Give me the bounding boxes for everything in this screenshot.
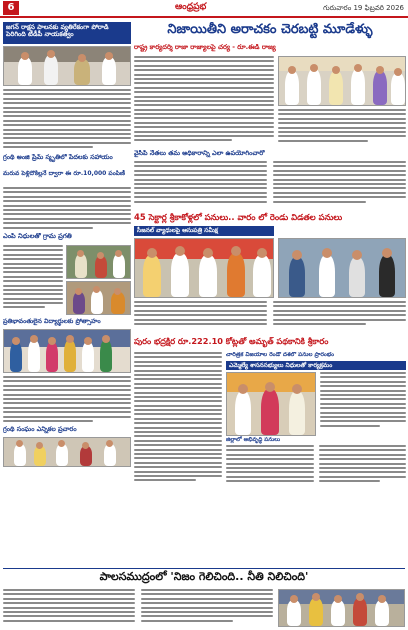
left-column (3, 22, 131, 572)
story3-body-2 (320, 372, 406, 436)
story3-photo (226, 372, 316, 436)
left-story3-body (3, 245, 63, 315)
left-story1-photo (3, 46, 131, 86)
left-story5-title: గ్రంథి సంఘం ఎన్నికల ప్రచారం (3, 426, 77, 433)
left-story1-body (3, 89, 131, 151)
left-story3-photo-2 (66, 281, 131, 315)
lead-story-body-1 (134, 56, 274, 148)
left-story2-subtitle: మరువ పెళ్లిదొకిల్లనే ద్వారా ఈ రూ.10,000 పంపిణీ (3, 170, 125, 177)
left-story4-body (3, 376, 131, 424)
masthead: ఆంధ్రప్రభ (175, 2, 207, 12)
story3-body-1 (134, 352, 222, 492)
story3-right (226, 352, 406, 491)
lead-kicker: రాష్ట్ర కార్యదర్శి రాజా రాజ్యాలపై చర్య - రూ.ఈడీ రాజ్య (134, 44, 276, 51)
lead-story-photo (278, 56, 406, 106)
right-column (134, 22, 406, 572)
story2-body (134, 301, 406, 334)
story2-block (134, 238, 406, 334)
bottom-body (3, 589, 273, 627)
left-story3-block (3, 245, 131, 315)
left-story3-title: ఎంపీ నిధులతో గ్రామ ప్రగతి (3, 233, 72, 240)
story2-photo-main (134, 238, 274, 298)
left-story4-title: ప్రతిభావంతులైన విద్యార్థులకు ప్రోత్సాహం (3, 318, 101, 325)
page-number: 6 (3, 1, 19, 15)
story2-kicker: సీజనల్ వ్యాధులపై ఆసుపత్రి సమీక్ష (134, 226, 274, 236)
bottom-headline: పాలసముద్రంలో 'నిజం గెలిచింది.. నీతి నిలిచింది' (99, 570, 309, 583)
lead-headline: నిజాయితీని అరాచకం చెరబట్టి మూడేళ్ళు (167, 22, 373, 37)
bottom-rule (3, 568, 405, 569)
left-story5-photo (3, 437, 131, 467)
dateline: గురువారం 19 ఫిబ్రవరి 2026 (323, 4, 404, 12)
story2-headline: 45 సెక్టార్ల శ్రీకాకోళ్లలో పనులు.. వారం లో రెండు విడతల పనులు (134, 212, 343, 222)
lead-story-block (134, 56, 406, 148)
left-story1-title: జగన్ రాక్షస పాలనకు వ్యతిరేకంగా పోరాడి పెరిగింది టీడీపీ నాయకత్వం (3, 22, 131, 44)
story3-body-3 (226, 445, 406, 491)
lead-subheadline: వైసీపీ నేతలు తమ అధికారాన్ని ఎలా ఉపయోగించారో (134, 150, 265, 157)
left-story3-photo-1 (66, 245, 131, 279)
story2-photo-side (278, 238, 406, 298)
bottom-photo (278, 589, 405, 627)
left-story2-body (3, 187, 131, 231)
page-header (0, 0, 408, 18)
story3-headline: పురం భద్రక్షిర రూ.222.10 కోట్లతో అమృత్ పథకానికి శ్రీకారం (134, 337, 329, 346)
lead-story-body-2 (278, 109, 406, 148)
lead-story-body-3 (134, 161, 406, 209)
story3-block (134, 352, 406, 492)
left-story2-title: గ్రంథి అంజి ప్రేమ్ స్మృతిలో పేదలకు సహాయం (3, 154, 113, 161)
story3-kicker-2: ఎమ్మెల్యే శాసనసభ్యులు నిధులతో కార్యక్రమం (226, 361, 406, 370)
story3-photo-caption: జిల్లాలో అభివృద్ధి పనులు (226, 437, 281, 443)
story3-kicker: చారిత్రక విజయాల రెండో దశలో పనుల ప్రారంభం (226, 352, 335, 358)
left-story4-photo (3, 329, 131, 373)
